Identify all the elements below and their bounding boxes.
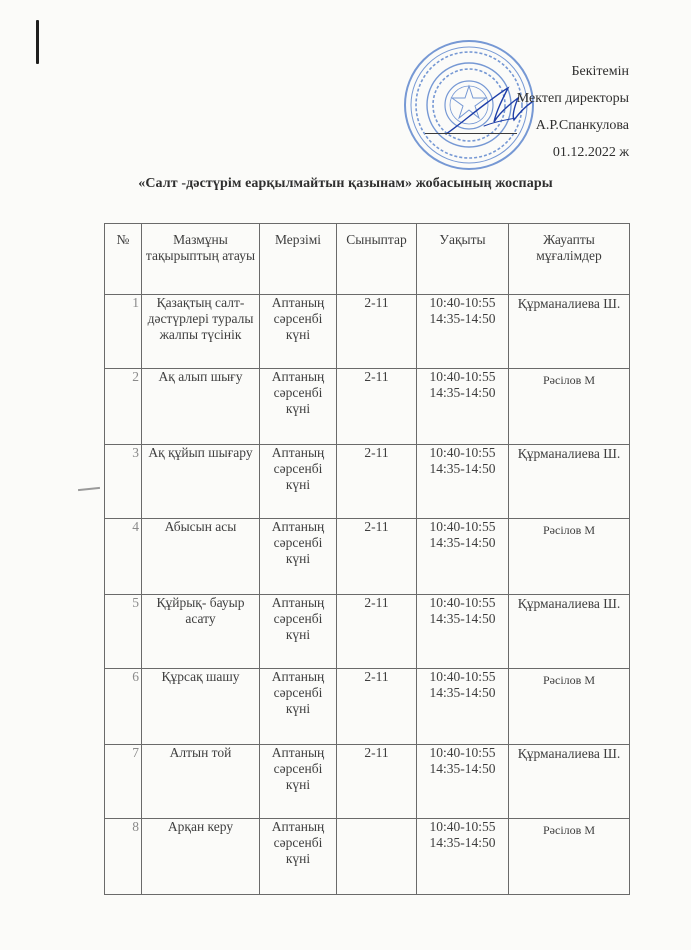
row-number: 6 <box>105 669 142 745</box>
row-teacher: Рәсілов М <box>509 519 630 595</box>
row-time: 10:40-10:55 14:35-14:50 <box>417 369 509 445</box>
table-row <box>105 369 630 445</box>
row-number: 5 <box>105 595 142 669</box>
row-period: Аптаның сәрсенбі күні <box>260 669 337 745</box>
row-number: 3 <box>105 445 142 519</box>
row-number: 4 <box>105 519 142 595</box>
row-time: 10:40-10:55 14:35-14:50 <box>417 745 509 819</box>
approval-signatory: А.Р.Спанкулова <box>535 118 629 133</box>
header-topic: Мазмұны тақырыптың атауы <box>142 224 260 295</box>
row-period: Аптаның сәрсенбі күні <box>260 819 337 895</box>
row-classes: 2-11 <box>337 669 417 745</box>
approval-date: 01.12.2022 ж <box>552 145 629 160</box>
row-number: 7 <box>105 745 142 819</box>
row-teacher: Құрманалиева Ш. <box>509 745 630 819</box>
row-classes <box>337 819 417 895</box>
row-classes: 2-11 <box>337 445 417 519</box>
row-topic: Арқан керу <box>142 819 260 895</box>
row-teacher: Құрманалиева Ш. <box>509 295 630 369</box>
header-teacher: Жауапты мұғалімдер <box>509 224 630 295</box>
header-time: Уақыты <box>417 224 509 295</box>
approval-block <box>369 58 629 166</box>
row-topic: Алтын той <box>142 745 260 819</box>
row-classes: 2-11 <box>337 519 417 595</box>
table-row <box>105 295 630 369</box>
plan-table <box>104 223 630 895</box>
row-number: 1 <box>105 295 142 369</box>
row-topic: Абысын асы <box>142 519 260 595</box>
table-row <box>105 519 630 595</box>
row-number: 2 <box>105 369 142 445</box>
row-teacher: Рәсілов М <box>509 369 630 445</box>
row-classes: 2-11 <box>337 369 417 445</box>
table-header-row <box>105 224 630 295</box>
row-classes: 2-11 <box>337 595 417 669</box>
header-period: Мерзімі <box>260 224 337 295</box>
row-topic: Құйрық- бауыр асату <box>142 595 260 669</box>
row-topic: Ақ алып шығу <box>142 369 260 445</box>
row-teacher: Рәсілов М <box>509 819 630 895</box>
approval-position: Мектеп директоры <box>516 91 629 106</box>
row-time: 10:40-10:55 14:35-14:50 <box>417 519 509 595</box>
header-classes: Сыныптар <box>337 224 417 295</box>
row-period: Аптаның сәрсенбі күні <box>260 519 337 595</box>
row-time: 10:40-10:55 14:35-14:50 <box>417 669 509 745</box>
document-title: «Салт -дәстүрім еарқылмайтын қазынам» жобасының жоспары <box>138 176 553 191</box>
row-period: Аптаның сәрсенбі күні <box>260 445 337 519</box>
table-row <box>105 669 630 745</box>
row-period: Аптаның сәрсенбі күні <box>260 295 337 369</box>
row-period: Аптаның сәрсенбі күні <box>260 595 337 669</box>
row-period: Аптаның сәрсенбі күні <box>260 369 337 445</box>
row-number: 8 <box>105 819 142 895</box>
row-topic: Ақ құйып шығару <box>142 445 260 519</box>
scan-dash-mark <box>78 487 100 491</box>
row-period: Аптаның сәрсенбі күні <box>260 745 337 819</box>
row-time: 10:40-10:55 14:35-14:50 <box>417 595 509 669</box>
row-classes: 2-11 <box>337 745 417 819</box>
table-row <box>105 819 630 895</box>
row-teacher: Құрманалиева Ш. <box>509 445 630 519</box>
row-topic: Құрсақ шашу <box>142 669 260 745</box>
table-row <box>105 595 630 669</box>
row-time: 10:40-10:55 14:35-14:50 <box>417 295 509 369</box>
approval-label: Бекітемін <box>571 64 629 79</box>
row-teacher: Рәсілов М <box>509 669 630 745</box>
table-row <box>105 745 630 819</box>
row-time: 10:40-10:55 14:35-14:50 <box>417 445 509 519</box>
row-time: 10:40-10:55 14:35-14:50 <box>417 819 509 895</box>
row-teacher: Құрманалиева Ш. <box>509 595 630 669</box>
header-number: № <box>105 224 142 295</box>
row-classes: 2-11 <box>337 295 417 369</box>
table-row <box>105 445 630 519</box>
row-topic: Қазақтың салт-дәстүрлері туралы жалпы түсінік <box>142 295 260 369</box>
scan-edge-mark <box>36 20 39 64</box>
